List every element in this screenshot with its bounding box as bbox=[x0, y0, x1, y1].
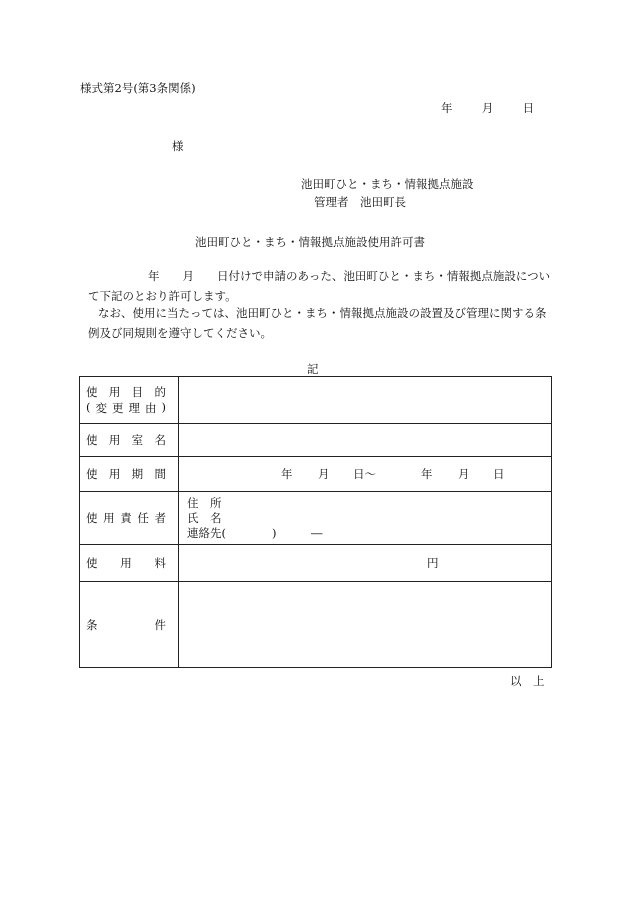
document-title: 池田町ひと・まち・情報拠点施設使用許可書 bbox=[195, 235, 425, 249]
value-room[interactable] bbox=[179, 424, 552, 457]
ki-heading: 記 bbox=[307, 362, 319, 376]
date-day: 日 bbox=[522, 101, 535, 115]
fee-unit: 円 bbox=[427, 556, 439, 570]
paragraph-permission: 年 月 日付けで申請のあった、池田町ひと・まち・情報拠点施設について下記のとおり許可します。 bbox=[88, 269, 551, 303]
period-start-year: 年 bbox=[281, 467, 293, 481]
label-room: 使 用 室 名 bbox=[80, 424, 179, 457]
label-purpose-line2: ( 変 更 理 由 ) bbox=[86, 400, 166, 415]
value-responsible[interactable] bbox=[179, 492, 552, 545]
value-purpose[interactable] bbox=[179, 377, 552, 424]
issue-date bbox=[441, 100, 534, 116]
row-responsible bbox=[80, 492, 552, 545]
closing-mark: 以 上 bbox=[510, 674, 545, 688]
label-responsible: 使 用 責 任 者 bbox=[80, 492, 179, 545]
date-year: 年 bbox=[441, 101, 453, 115]
responsible-name: 氏 名 bbox=[187, 510, 222, 525]
permit-table bbox=[79, 376, 552, 668]
row-fee bbox=[80, 545, 552, 582]
recipient-suffix: 様 bbox=[172, 139, 184, 153]
period-end-month: 月 bbox=[458, 467, 470, 481]
label-fee: 使 用 料 bbox=[80, 545, 179, 582]
row-room bbox=[80, 424, 552, 457]
row-conditions bbox=[80, 582, 552, 668]
responsible-contact: 連絡先( ) ― bbox=[187, 525, 323, 540]
label-conditions: 条 件 bbox=[80, 582, 179, 668]
period-end-year: 年 bbox=[421, 467, 433, 481]
issuer-facility: 池田町ひと・まち・情報拠点施設 bbox=[301, 177, 474, 191]
row-purpose bbox=[80, 377, 552, 424]
date-month: 月 bbox=[481, 101, 494, 115]
label-period: 使 用 期 間 bbox=[80, 457, 179, 492]
responsible-address: 住 所 bbox=[187, 495, 222, 510]
value-period[interactable] bbox=[179, 457, 552, 492]
period-start-month: 月 bbox=[318, 467, 330, 481]
period-end-day: 日 bbox=[493, 467, 505, 481]
form-number: 様式第2号(第3条関係) bbox=[80, 81, 196, 95]
period-start-day: 日〜 bbox=[353, 467, 376, 481]
label-purpose-line1: 使 用 目 的 bbox=[86, 385, 166, 399]
row-period bbox=[80, 457, 552, 492]
label-purpose bbox=[80, 377, 179, 424]
value-conditions[interactable] bbox=[179, 582, 552, 668]
value-fee[interactable] bbox=[179, 545, 552, 582]
issuer-manager: 管理者 池田町長 bbox=[314, 195, 406, 209]
paragraph-compliance: なお、使用に当たっては、池田町ひと・まち・情報拠点施設の設置及び管理に関する条例及び同規則を遵守してください。 bbox=[88, 306, 547, 340]
